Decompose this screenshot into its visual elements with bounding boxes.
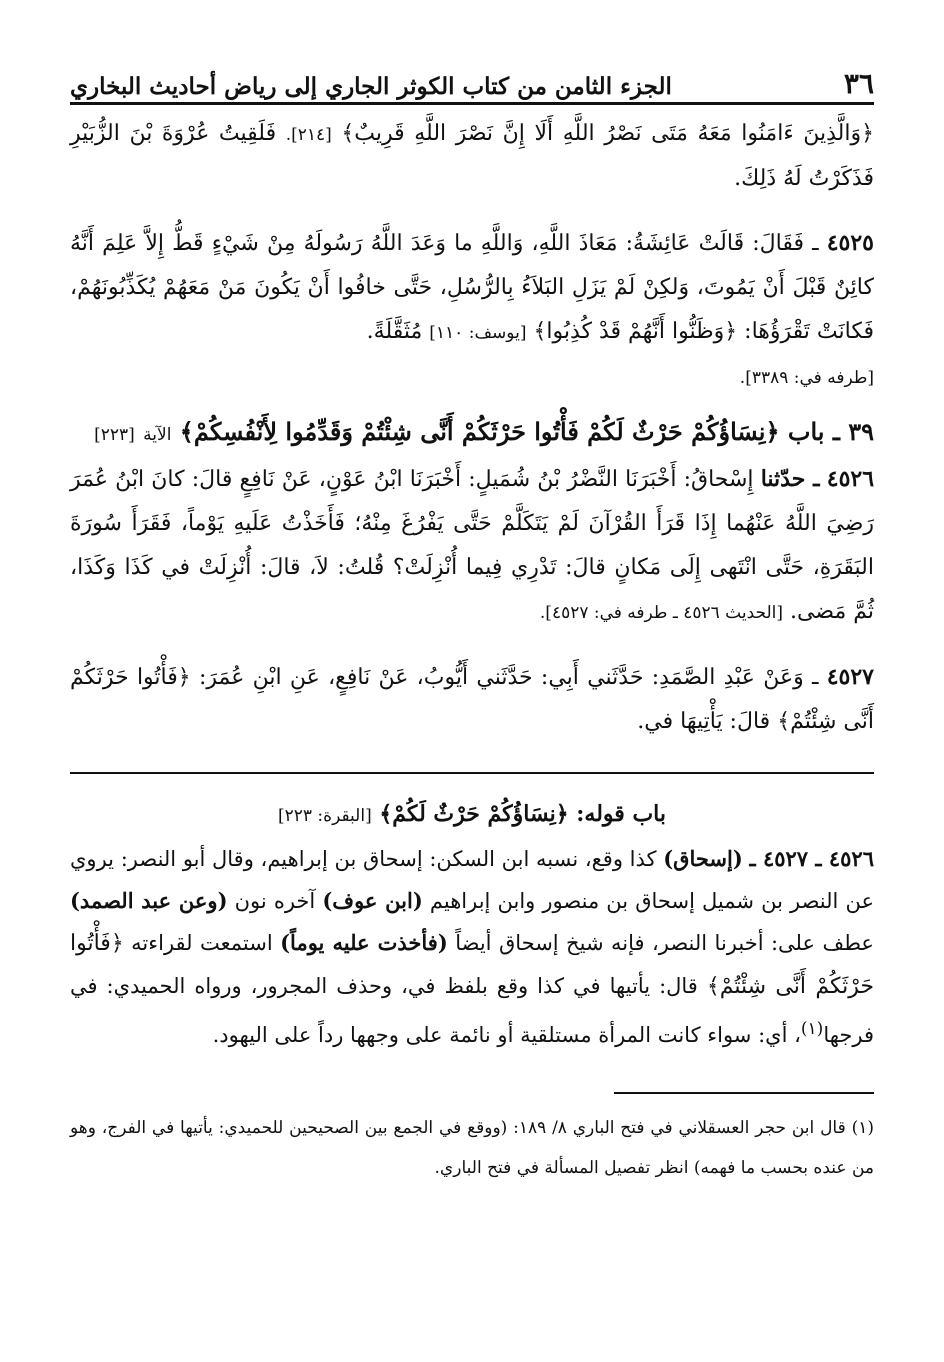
quran-verse: ﴿فَأْتُوا حَرْثَكُمْ أَنَّى شِئْتُمْ﴾ <box>70 931 874 999</box>
quran-verse: ﴿نِسَاؤُكُمْ حَرْثٌ لَكُمْ﴾ <box>379 801 569 827</box>
hadith-number: ٤٥٢٥ <box>826 230 874 256</box>
hadith-text: ـ وَعَنْ عَبْدِ الصَّمَدِ: حَدَّثَني أَبِي: حَدَّثَني أَيُّوبُ، عَنْ نَافِعٍ، عَنِ ابْنِ عُمَرَ: <box>198 665 819 690</box>
page-number: ٣٦ <box>843 67 874 100</box>
hadith-numbers: ٤٥٢٦ ـ ٤٥٢٧ ـ <box>749 846 874 871</box>
keyword: (فأخذت عليه يوماً) <box>280 930 448 955</box>
hadith-4527 <box>70 655 874 744</box>
quran-verse: ﴿وَظَنُّوا أَنَّهُمْ قَدْ كُذِبُوا﴾ <box>533 319 738 344</box>
quran-verse: ﴿وَالَّذِينَ ءَامَنُوا مَعَهُ مَتَى نَصْرُ اللَّهِ أَلَا إِنَّ نَصْرَ اللَّهِ قَرِيبٌ﴾ <box>341 121 874 146</box>
commentary-divider <box>70 772 874 774</box>
keyword: (إسحاق) <box>663 846 743 871</box>
running-title: الجزء الثامن من كتاب الكوثر الجاري إلى رياض أحاديث البخاري <box>70 73 672 100</box>
verse-reference: [٢٢٣] <box>94 425 135 445</box>
aya-label: الآية <box>143 425 172 445</box>
hadith-text: إِسْحاقُ: أَخْبَرَنَا النَّضْرُ بْنُ شُمَيلٍ: أَخْبَرَنَا ابْنُ عَوْنٍ، عَنْ نَافِعٍ قالَ: كانَ ابْنُ عُمَرَ رَضِيَ اللَّهُ عَنْهُما إِذَا قَرَأَ القُرْآنَ لَمْ يَتَكَلَّمْ حَتَّى يَفْرُغَ مِنْهُ؛ فَأَخَذْتُ عَلَيهِ يَوْماً، فَقَرَأَ سُورَةَ البَقَرَةِ، حَتَّى انْتَهى إِلَى مَكانٍ قالَ: تَدْرِي فِيما أُنْزِلَتْ؟ قُلتُ: لاَ، قالَ: أُنْزِلَتْ في كَذَا وَكَذَا، ثُمَّ مَضى. <box>70 467 874 624</box>
keyword: (وعن عبد الصمد) <box>70 888 228 913</box>
chapter-label: ٣٩ ـ باب <box>787 417 874 446</box>
commentary-sentence: قال: يأتيها في كذا وقع بلفظ في، وحذف المجرور، ورواه الحميدي: في فرجها <box>70 974 874 1047</box>
hadith-number: ٤٥٢٦ <box>826 466 875 492</box>
commentary-sentence: عطف على: أخبرنا النصر، فإنه شيخ إسحاق أيضاً <box>455 931 874 955</box>
header-divider <box>70 102 874 105</box>
footnote-number: (١) <box>851 1118 874 1138</box>
hadith-number: ٤٥٢٧ <box>826 664 874 690</box>
verse-reference: [يوسف: ١١٠] <box>429 323 527 343</box>
quran-verse: ﴿نِسَاؤُكُمْ حَرْثٌ لَكُمْ فَأْتُوا حَرْثَكُمْ أَنَّى شِئْتُمْ وَقَدِّمُوا لِأَنْفُسِكُمْ﴾ <box>179 417 780 446</box>
paragraph-text: فَلَقِيتُ عُرْوَةَ بْنَ الزُّبَيْرِ فَذَكَرْتُ لَهُ ذَلِكَ. <box>70 121 874 191</box>
hadith-chain-start: ـ حدّثنا <box>760 466 820 492</box>
hadith-text: ـ فَقَالَ: قَالَتْ عَائِشَةُ: مَعَاذَ اللَّهِ، وَاللَّهِ ما وَعَدَ اللَّهُ رَسُولَهُ مِنْ شَيْءٍ قَطُّ إِلاَّ عَلِمَ أَنَّهُ كائِنٌ قَبْلَ أَنْ يَمُوتَ، وَلكِنْ لَمْ يَزَلِ البَلاَءُ بِالرُّسُلِ، حَتَّى خافُوا أَنْ يَكُونَ مَنْ مَعَهُمْ يُكَذِّبُونَهُمْ، فَكانَتْ تَقْرَؤُهَا: <box>70 231 874 344</box>
cross-reference: [طرفه في: ٣٣٨٩]. <box>739 368 874 388</box>
page-header <box>70 58 874 100</box>
cross-reference: [الحديث ٤٥٢٦ ـ طرفه في: ٤٥٢٧]. <box>539 603 784 623</box>
commentary-sentence: استمعت لقراءته <box>131 931 273 955</box>
hadith-4525 <box>70 221 874 400</box>
commentary-text <box>70 838 874 1056</box>
commentary-title-label: باب قوله: <box>576 801 666 827</box>
footnote-text: قال ابن حجر العسقلاني في فتح الباري ٨/ ١٨٩: (ووقع في الجمع بين الصحيحين للحميدي: يأتيها في الفرج، وهو من عنده بحسب ما فهمه) انظر تفصيل المسألة في فتح الباري. <box>70 1118 874 1178</box>
footnote-divider <box>614 1092 874 1094</box>
commentary-sentence: ، أي: سواء كانت المرأة مستلقية أو نائمة على وجهها رداً على اليهود. <box>212 1023 801 1047</box>
hadith-text: مُثَقَّلَةً. <box>366 319 423 344</box>
commentary-sentence: كذا وقع، نسبه ابن السكن: إسحاق بن إبراهيم، وقال أبو النصر: يروي عن النصر بن شميل إسحاق بن منصور وابن إبراهيم <box>70 847 874 913</box>
hadith-4526 <box>70 457 874 635</box>
commentary-sentence: آخره نون <box>234 889 316 913</box>
keyword: (ابن عوف) <box>322 888 423 913</box>
paragraph-continuation <box>70 112 874 201</box>
verse-reference: [البقرة: ٢٢٣] <box>277 806 372 826</box>
quran-verse: ﴿فَأْتُوا حَرْثَكُمْ أَنَّى شِئْتُمْ﴾ <box>70 665 874 734</box>
main-text <box>70 112 874 1188</box>
chapter-heading <box>70 410 874 457</box>
footnote-marker: (١) <box>800 1019 824 1039</box>
hadith-text: قالَ: يَأْتِيهَا في. <box>637 709 771 734</box>
footnote <box>70 1108 874 1188</box>
commentary-title <box>70 792 874 838</box>
verse-reference: [٢١٤]. <box>285 125 332 145</box>
